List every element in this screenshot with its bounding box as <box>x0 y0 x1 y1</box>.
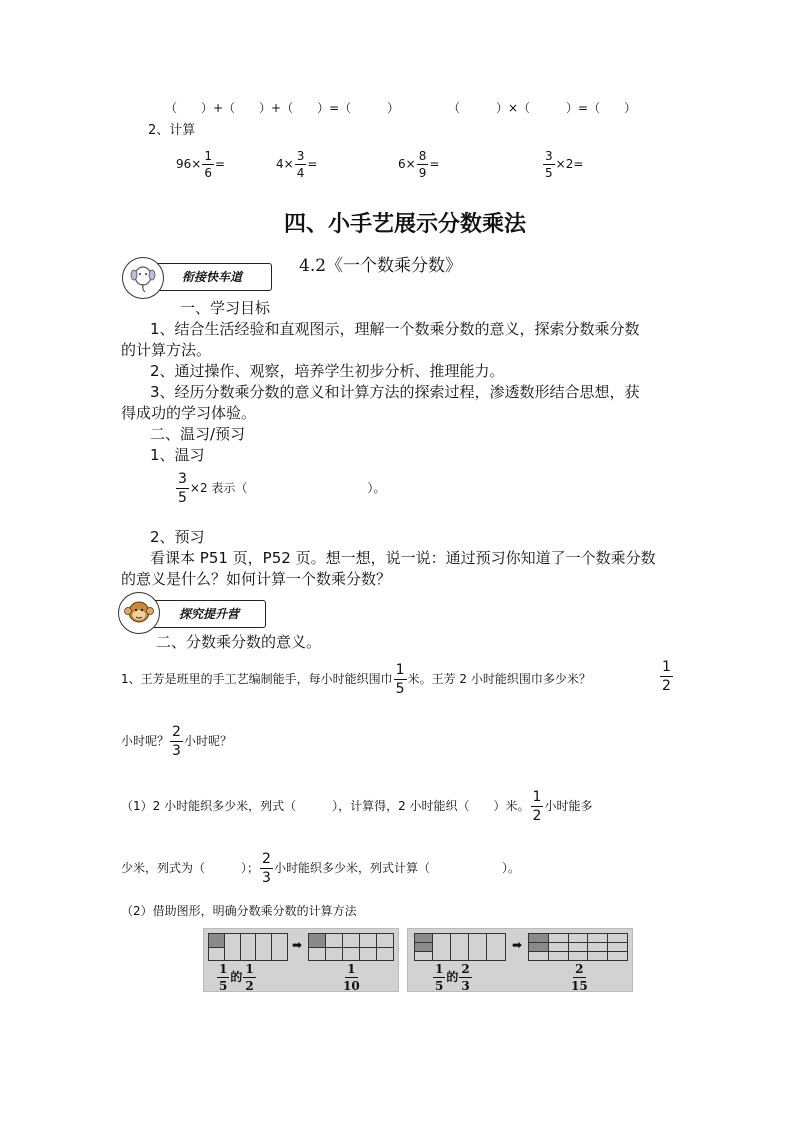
grid-left-source <box>208 933 288 961</box>
question-1-line-2: 小时呢？ $\frac{2}{3}$ 小时呢？ <box>121 724 232 759</box>
goal-1-line-2: 的计算方法。 <box>121 341 212 359</box>
preview-text-line-1: 看课本 P51 页，P52 页。想一想，说一说：通过预习你知道了一个数乘分数 <box>150 549 656 567</box>
review-sub-2: 2、预习 <box>150 528 205 546</box>
arrow-icon: ➡ <box>512 938 523 952</box>
figure-left-label: $\frac{1}{5}$ 的 $\frac{1}{2}$ <box>219 962 254 993</box>
addition-blanks: （ ）+（ ）+（ ）=（ ） <box>165 101 400 115</box>
part-2-text: （2）借助图形，明确分数乘分数的计算方法 <box>121 904 357 918</box>
page-title: 四、小手艺展示分数乘法 <box>284 211 527 237</box>
figure-right-label: $\frac{1}{5}$ 的 $\frac{2}{3}$ <box>435 962 470 993</box>
part-1-line-1: （1）2 小时能织多少米，列式（ ），计算得，2 小时能织（ ）米。 $\frac{1}{2}$ 小时能多 <box>121 789 593 824</box>
calc-expr-4: $\frac{3}{5}$ ×2= <box>545 149 584 180</box>
goal-3-line-1: 3、经历分数乘分数的意义和计算方法的探索过程，渗透数形结合思想，获 <box>150 383 640 401</box>
goal-1-line-1: 1、结合生活经验和直观图示，理解一个数乘分数的意义，探索分数乘分数 <box>150 320 640 338</box>
calc-expr-2: 4× $\frac{3}{4}$ = <box>276 149 318 180</box>
review-expression: $\frac{3}{5}$ ×2 表示（ ）。 <box>178 471 386 506</box>
elephant-icon <box>122 257 164 299</box>
review-sub-1: 1、温习 <box>150 446 205 464</box>
arrow-icon: ➡ <box>292 938 303 952</box>
calc-expr-1: 96× $\frac{1}{6}$ = <box>176 149 226 180</box>
figure-right-result: $\frac{2}{15}$ <box>571 962 588 993</box>
banner-connect-label: 衔接快车道 <box>152 263 272 291</box>
grid-right-result <box>528 933 628 961</box>
figure-one-fifth-of-half <box>203 928 399 992</box>
goal-2: 2、通过操作、观察，培养学生初步分析、推理能力。 <box>150 362 505 380</box>
grid-left-result <box>308 933 394 961</box>
meaning-heading: 二、分数乘分数的意义。 <box>156 633 322 651</box>
review-heading: 二、温习/预习 <box>150 425 246 443</box>
calc-expr-3: 6× $\frac{8}{9}$ = <box>398 149 440 180</box>
monkey-icon <box>118 592 160 634</box>
preview-text-line-2: 的意义是什么？如何计算一个数乘分数？ <box>121 570 392 588</box>
calc-heading: 2、计算 <box>148 123 196 138</box>
question-1-frac-half: $\frac{1}{2}$ <box>662 659 671 694</box>
goal-3-line-2: 得成功的学习体验。 <box>121 404 257 422</box>
multiplication-blanks: （ ）×（ ）=（ ） <box>448 101 637 115</box>
figure-one-fifth-of-two-thirds <box>407 928 633 992</box>
grid-right-source <box>414 933 506 961</box>
banner-explore-label: 探究提升营 <box>152 600 266 628</box>
question-1-line-1: 1、王芳是班里的手工艺编制能手，每小时能织围巾 $\frac{1}{5}$ 米。王芳 2 小时能织围巾多少米？ <box>121 662 591 697</box>
figure-left-result: $\frac{1}{10}$ <box>343 962 360 993</box>
goals-heading: 一、学习目标 <box>180 299 271 317</box>
lesson-subtitle: 4.2《一个数乘分数》 <box>299 256 463 276</box>
part-1-line-2: 少米，列式为（ ）； $\frac{2}{3}$ 小时能织多少米，列式计算（ ）。 <box>121 851 520 886</box>
